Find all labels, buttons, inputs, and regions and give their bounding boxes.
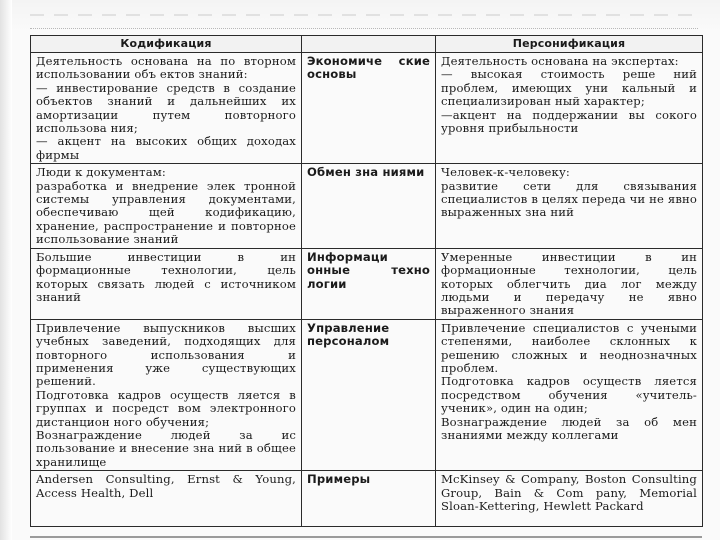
scan-artifact [30, 14, 698, 16]
cell-text: — инвестирование средств в создание объектов знаний и дальнейших их амортизации путем повторного использова ния; [36, 80, 296, 136]
cell-text: Деятельность основана на по вторном использовании объ ектов знаний: [36, 54, 296, 82]
cell-text: — акцент на высоких общих доходах фирмы [36, 134, 296, 162]
codification-cell [31, 319, 302, 470]
cell-text: Деятельность основана на экспертах: [441, 54, 679, 68]
header-personification: Персонификация [436, 36, 703, 53]
criterion-cell: Обмен зна ниями [302, 164, 436, 248]
personification-cell [436, 53, 703, 164]
cell-text: — высокая стоимость реше ний проблем, имеющих уни кальный и специализирован ный характер; [441, 67, 697, 109]
cell-text: Люди к документам: [36, 165, 166, 180]
criterion-cell: Информаци онные техно логии [302, 248, 436, 319]
criterion-cell: Экономиче ские основы [302, 53, 436, 164]
table-row [31, 248, 703, 319]
codification-cell [31, 248, 302, 319]
page-edge-shadow [0, 0, 12, 540]
codification-cell [31, 471, 302, 527]
cell-text: Большие инвестиции в ин формационные технологии, цель которых связать людей с источником знаний [36, 249, 296, 304]
cell-text: Привлечение выпускников высших учебных заведений, подходящих для повторного использования и применения уже существующих решений. [36, 320, 296, 389]
personification-cell [436, 471, 703, 527]
cell-text: развитие сети для связывания специалистов в целях переда чи не явно выраженных зна ний [441, 178, 698, 220]
personification-cell [436, 319, 703, 470]
cropped-preceding-text [30, 8, 698, 29]
cell-text: Привлечение специалистов с учеными степенями, наиболее склонных к решению сложных и неоднозначных проблем. [441, 320, 697, 375]
codification-cell [31, 164, 302, 248]
cell-text: разработка и внедрение элек тронной системы управления документами, обеспечиваю щей кодификацию, хранение, распространение и повторное использование знаний [36, 178, 296, 247]
cell-text: Человек-к-человеку: [441, 165, 570, 180]
comparison-table [30, 35, 703, 527]
table-row [31, 164, 703, 248]
criterion-cell: Примеры [302, 471, 436, 527]
table-row [31, 471, 703, 527]
table-header-row [31, 36, 703, 53]
cell-text: Andersen Consulting, Ernst & Young, Access Health, Dell [36, 472, 296, 500]
table-row [31, 53, 703, 164]
header-codification: Кодификация [31, 36, 302, 53]
cell-text: —акцент на поддержании вы сокого уровня прибыльности [441, 107, 697, 136]
cell-text: McKinsey & Company, Boston Consulting Group, Bain & Com pany, Memorial Sloan-Kettering, Hewlett Packard [441, 472, 697, 513]
page-bottom-rule [30, 536, 702, 538]
personification-cell [436, 164, 703, 248]
header-empty [302, 36, 436, 53]
cell-text: Вознаграждение людей за ис пользование и внесение зна ний в общее хранилище [36, 427, 296, 469]
cell-text: Умеренные инвестиции в ин формационные технологии, цель которых облегчить диа лог между людьми и передачу не явно выраженного знания [441, 249, 697, 318]
criterion-cell: Управление персоналом [302, 319, 436, 470]
codification-cell [31, 53, 302, 164]
table-row [31, 319, 703, 470]
cell-text: Подготовка кадров осуществ ляется посредством обучения «учитель-ученик», один на один; [441, 374, 697, 416]
personification-cell [436, 248, 703, 319]
cell-text: Вознаграждение людей за об мен знаниями между коллегами [441, 414, 697, 442]
cell-text: Подготовка кадров осуществ ляется в группах и посредст вом электронного дистанцион ного обучения; [36, 387, 296, 429]
